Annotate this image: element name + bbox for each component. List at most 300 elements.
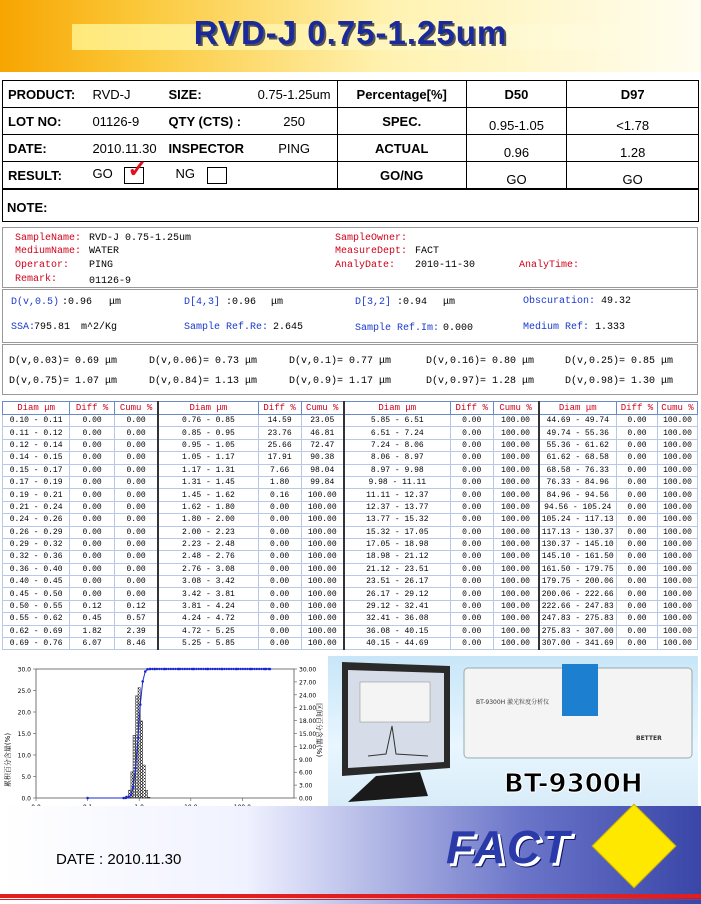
table-cell: 0.00: [450, 415, 493, 427]
table-cell: 21.12 - 23.51: [344, 563, 450, 575]
table-cell: 100.00: [658, 563, 698, 575]
size-label: SIZE:: [163, 81, 251, 108]
cumulative-point: [132, 786, 135, 789]
inspector-value: PING: [251, 135, 337, 162]
cumulative-point: [232, 668, 234, 670]
chart-bar: [148, 797, 150, 798]
y-right-tick-label: 6.00: [299, 769, 313, 777]
table-row: [3, 551, 698, 563]
table-cell: 0.00: [258, 600, 301, 612]
actual-label: ACTUAL: [337, 135, 466, 162]
table-cell: 0.00: [258, 563, 301, 575]
table-cell: 100.00: [658, 439, 698, 451]
dv05-label: D(v,0.5): [11, 297, 60, 308]
table-row: [3, 439, 698, 451]
table-row: [3, 514, 698, 526]
remark-value: 01126-9: [89, 276, 132, 287]
table-cell: 0.00: [450, 452, 493, 464]
table-cell: 100.00: [658, 600, 698, 612]
brand-label: BETTER: [636, 735, 662, 742]
table-cell: 100.00: [493, 625, 538, 637]
table-cell: 0.00: [450, 464, 493, 476]
cumulative-point: [253, 668, 255, 670]
table-cell: 0.00: [450, 576, 493, 588]
qty-value: 250: [251, 108, 337, 135]
go-checkbox[interactable]: [124, 155, 148, 184]
table-cell: 0.00: [616, 415, 657, 427]
table-cell: 0.40 - 0.45: [3, 576, 70, 588]
table-cell: 0.95 - 1.05: [158, 439, 258, 451]
table-cell: 100.00: [301, 501, 344, 513]
table-cell: 6.51 - 7.24: [344, 427, 450, 439]
y-tick-label: 30.0: [17, 666, 31, 674]
cumulative-point: [258, 668, 260, 670]
d43-label: D[4,3]: [184, 297, 221, 308]
table-cell: 0.11 - 0.12: [3, 427, 70, 439]
spec-label: SPEC.: [337, 108, 466, 135]
table-cell: 11.11 - 12.37: [344, 489, 450, 501]
table-cell: 0.50 - 0.55: [3, 600, 70, 612]
table-cell: 0.29 - 0.32: [3, 538, 70, 550]
table-cell: 0.12: [70, 600, 115, 612]
table-cell: 0.16: [258, 489, 301, 501]
table-cell: 90.38: [301, 452, 344, 464]
table-cell: 100.00: [658, 576, 698, 588]
table-cell: 0.00: [450, 526, 493, 538]
table-cell: 100.00: [658, 638, 698, 650]
y-right-tick-label: 15.00: [299, 731, 317, 738]
note-field: [2, 189, 699, 222]
ref-re-label: Sample Ref.Re:: [184, 322, 269, 333]
header-row-date: [3, 135, 699, 162]
column-header: Diff %: [70, 402, 115, 415]
table-cell: 23.51 - 26.17: [344, 576, 450, 588]
table-cell: 4.72 - 5.25: [158, 625, 258, 637]
table-cell: 0.76 - 0.85: [158, 415, 258, 427]
table-cell: 0.00: [70, 576, 115, 588]
table-cell: 61.62 - 68.58: [539, 452, 617, 464]
table-cell: 0.00: [114, 514, 158, 526]
table-cell: 0.00: [450, 514, 493, 526]
table-cell: 0.00: [616, 538, 657, 550]
table-row: [3, 501, 698, 513]
table-cell: 100.00: [658, 476, 698, 488]
table-cell: 100.00: [493, 427, 538, 439]
table-cell: 100.00: [493, 476, 538, 488]
table-cell: 100.00: [493, 613, 538, 625]
model-label: BT-9300H: [504, 769, 643, 799]
table-cell: 0.00: [616, 501, 657, 513]
table-cell: 8.97 - 9.98: [344, 464, 450, 476]
instrument-photo: [328, 656, 698, 806]
product-value: RVD-J: [87, 81, 163, 108]
percentile-dv01: D(v,0.1)= 0.77 μm: [289, 356, 392, 367]
d43-unit: μm: [271, 297, 284, 308]
y-right-tick-label: 9.00: [299, 756, 313, 764]
d32-label: D[3,2]: [355, 297, 392, 308]
cumulative-point: [130, 794, 133, 797]
table-cell: 1.80: [258, 476, 301, 488]
cumulative-point: [193, 668, 195, 670]
table-cell: 84.96 - 94.56: [539, 489, 617, 501]
cumulative-point: [205, 668, 207, 670]
table-cell: 100.00: [658, 514, 698, 526]
percentile-dv025: D(v,0.25)= 0.85 μm: [565, 356, 674, 367]
column-header: Diff %: [258, 402, 301, 415]
inspector-label: INSPECTOR: [163, 135, 251, 162]
table-cell: 7.66: [258, 464, 301, 476]
table-cell: 46.81: [301, 427, 344, 439]
cumulative-point: [202, 668, 204, 670]
column-header: Diam μm: [158, 402, 258, 415]
analyzer-label: BT-9300H 激光粒度分析仪: [476, 699, 550, 706]
cumulative-point: [141, 680, 144, 683]
fact-logo: FACT: [446, 821, 571, 873]
table-cell: 0.00: [70, 563, 115, 575]
table-cell: 0.00: [450, 638, 493, 650]
table-cell: 3.08 - 3.42: [158, 576, 258, 588]
percentile-dv09: D(v,0.9)= 1.17 μm: [289, 376, 392, 387]
table-cell: 0.00: [450, 563, 493, 575]
table-cell: 0.85 - 0.95: [158, 427, 258, 439]
table-cell: 0.12 - 0.14: [3, 439, 70, 451]
lot-label: LOT NO:: [3, 108, 88, 135]
table-cell: 0.00: [450, 551, 493, 563]
cumulative-point: [244, 668, 246, 670]
table-cell: 275.83 - 307.00: [539, 625, 617, 637]
sample-name-value: RVD-J 0.75-1.25um: [89, 233, 192, 244]
table-cell: 0.00: [114, 427, 158, 439]
ng-checkbox[interactable]: [207, 167, 227, 184]
table-header-row: [3, 402, 698, 415]
table-cell: 200.06 - 222.66: [539, 588, 617, 600]
table-cell: 0.21 - 0.24: [3, 501, 70, 513]
table-cell: 8.46: [114, 638, 158, 650]
cumulative-point: [177, 668, 179, 670]
table-cell: 100.00: [493, 489, 538, 501]
table-cell: 100.00: [493, 576, 538, 588]
table-cell: 44.69 - 49.74: [539, 415, 617, 427]
table-cell: 161.50 - 179.75: [539, 563, 617, 575]
table-cell: 0.10 - 0.11: [3, 415, 70, 427]
table-cell: 12.37 - 13.77: [344, 501, 450, 513]
measure-dept-value: FACT: [415, 246, 440, 257]
cumulative-point: [263, 668, 265, 670]
cumulative-point: [146, 668, 149, 671]
cumulative-point: [191, 668, 193, 670]
table-cell: 0.00: [258, 501, 301, 513]
table-cell: 0.00: [114, 476, 158, 488]
sample-info-panel: [2, 227, 698, 288]
table-cell: 0.00: [70, 588, 115, 600]
table-cell: 100.00: [658, 501, 698, 513]
table-cell: 55.36 - 61.62: [539, 439, 617, 451]
inspection-header-table: [2, 80, 699, 189]
table-cell: 100.00: [301, 576, 344, 588]
d97-go-ng: GO: [567, 162, 699, 189]
y-right-tick-label: 0.00: [299, 795, 313, 803]
table-cell: 0.00: [70, 427, 115, 439]
table-row: [3, 476, 698, 488]
table-row: [3, 625, 698, 637]
table-row: [3, 427, 698, 439]
table-cell: 0.00: [616, 600, 657, 612]
distribution-chart: [2, 660, 324, 825]
chart-bar: [133, 735, 136, 798]
y-tick-label: 0.0: [21, 795, 31, 803]
chart-background: [2, 660, 324, 825]
go-ng-label: GO/NG: [337, 162, 466, 189]
percentile-dv003: D(v,0.03)= 0.69 μm: [9, 356, 118, 367]
dv05-unit: μm: [109, 297, 122, 308]
table-cell: 23.76: [258, 427, 301, 439]
operator-value: PING: [89, 260, 114, 271]
table-cell: 25.66: [258, 439, 301, 451]
table-cell: 98.04: [301, 464, 344, 476]
cumulative-point: [200, 668, 202, 670]
table-cell: 5.85 - 6.51: [344, 415, 450, 427]
lot-value: 01126-9: [87, 108, 163, 135]
analy-time-label: AnalyTime:: [519, 260, 580, 271]
cumulative-point: [167, 668, 169, 670]
table-cell: 0.00: [616, 576, 657, 588]
column-header: Cumu %: [658, 402, 698, 415]
table-cell: 0.00: [616, 638, 657, 650]
chart-bar: [145, 790, 147, 798]
table-cell: 0.00: [258, 551, 301, 563]
footer-date: DATE : 2010.11.30: [56, 851, 182, 868]
table-cell: 0.00: [616, 625, 657, 637]
percentile-dv084: D(v,0.84)= 1.13 μm: [149, 376, 258, 387]
column-header: Diam μm: [344, 402, 450, 415]
obscuration-value: 49.32: [601, 296, 632, 307]
table-cell: 100.00: [658, 427, 698, 439]
table-cell: 222.66 - 247.83: [539, 600, 617, 612]
table-cell: 100.00: [301, 551, 344, 563]
d32-unit: μm: [443, 297, 456, 308]
cumulative-point: [134, 767, 137, 770]
table-row: [3, 464, 698, 476]
analyzer-blue-panel: [562, 664, 598, 716]
instrument-illustration: [328, 656, 698, 806]
cumulative-point: [125, 797, 128, 800]
qty-label: QTY (CTS) :: [163, 108, 251, 135]
table-cell: 100.00: [493, 538, 538, 550]
table-cell: 0.00: [114, 452, 158, 464]
table-row: [3, 600, 698, 612]
table-cell: 3.81 - 4.24: [158, 600, 258, 612]
table-cell: 0.00: [114, 526, 158, 538]
table-cell: 0.00: [70, 551, 115, 563]
cumulative-point: [249, 668, 251, 670]
cumulative-point: [267, 668, 269, 670]
d50-actual: 0.96: [466, 135, 567, 162]
table-cell: 7.24 - 8.06: [344, 439, 450, 451]
table-cell: 0.00: [70, 489, 115, 501]
table-cell: 0.00: [114, 588, 158, 600]
column-header: Diam μm: [539, 402, 617, 415]
table-cell: 0.36 - 0.40: [3, 563, 70, 575]
table-cell: 130.37 - 145.10: [539, 538, 617, 550]
table-cell: 100.00: [658, 526, 698, 538]
table-cell: 0.24 - 0.26: [3, 514, 70, 526]
date-value: 2010.11.30: [87, 135, 163, 162]
table-cell: 0.00: [258, 613, 301, 625]
table-cell: 0.00: [114, 551, 158, 563]
table-cell: 6.07: [70, 638, 115, 650]
table-cell: 100.00: [658, 625, 698, 637]
cumulative-point: [265, 668, 267, 670]
table-cell: 307.00 - 341.69: [539, 638, 617, 650]
cumulative-point: [172, 668, 174, 670]
y-tick-label: 15.0: [17, 731, 31, 738]
header-row-result: [3, 162, 699, 189]
cumulative-point: [144, 670, 147, 673]
percentile-dv097: D(v,0.97)= 1.28 μm: [426, 376, 535, 387]
table-cell: 0.00: [114, 415, 158, 427]
table-cell: 0.00: [616, 489, 657, 501]
table-cell: 100.00: [301, 588, 344, 600]
table-cell: 0.00: [114, 501, 158, 513]
table-cell: 0.00: [450, 613, 493, 625]
cumulative-point: [139, 703, 142, 706]
analy-date-value: 2010-11-30: [415, 260, 476, 271]
ssa-unit: m^2/Kg: [81, 322, 118, 333]
cumulative-point: [188, 668, 190, 670]
table-cell: 100.00: [493, 588, 538, 600]
result-label: RESULT:: [3, 162, 88, 189]
percentile-dv016: D(v,0.16)= 0.80 μm: [426, 356, 535, 367]
table-cell: 100.00: [493, 600, 538, 612]
ref-im-value: 0.000: [443, 323, 474, 334]
result-ng-cell: [163, 162, 251, 189]
table-row: [3, 452, 698, 464]
y-right-tick-label: 27.00: [299, 679, 317, 687]
size-value: 0.75-1.25um: [251, 81, 337, 108]
table-cell: 100.00: [301, 625, 344, 637]
table-cell: 40.15 - 44.69: [344, 638, 450, 650]
table-row: [3, 588, 698, 600]
table-cell: 49.74 - 55.36: [539, 427, 617, 439]
table-cell: 100.00: [301, 538, 344, 550]
ref-im-label: Sample Ref.Im:: [355, 323, 440, 334]
table-cell: 100.00: [493, 452, 538, 464]
table-cell: 0.00: [258, 514, 301, 526]
table-cell: 13.77 - 15.32: [344, 514, 450, 526]
cumulative-point: [184, 668, 186, 670]
table-cell: 0.00: [616, 526, 657, 538]
table-row: [3, 638, 698, 650]
d32-value: :0.94: [397, 297, 428, 308]
d97-header: D97: [567, 81, 699, 108]
d97-spec: <1.78: [567, 108, 699, 135]
table-cell: 100.00: [493, 563, 538, 575]
table-cell: 100.00: [301, 514, 344, 526]
table-cell: 0.00: [616, 452, 657, 464]
table-cell: 0.00: [114, 489, 158, 501]
table-cell: 0.00: [114, 538, 158, 550]
header-row-lot: [3, 108, 699, 135]
table-cell: 100.00: [658, 489, 698, 501]
title-banner: [0, 0, 701, 72]
table-cell: 0.00: [450, 538, 493, 550]
cumulative-point: [207, 668, 209, 670]
table-row: [3, 526, 698, 538]
cumulative-point: [151, 668, 153, 670]
particle-distribution-table: [2, 401, 698, 650]
table-cell: 100.00: [301, 613, 344, 625]
table-cell: 100.00: [301, 489, 344, 501]
dv05-value: :0.96: [62, 297, 93, 308]
cumulative-point: [137, 736, 140, 739]
screen-table: [360, 682, 430, 722]
cumulative-point: [160, 668, 162, 670]
d50-go-ng: GO: [466, 162, 567, 189]
footer-red-line-thin: [0, 899, 701, 900]
y-right-tick-label: 24.00: [299, 692, 317, 700]
table-cell: 23.05: [301, 415, 344, 427]
result-empty-cell: [251, 162, 337, 189]
table-row: [3, 576, 698, 588]
cumulative-point: [239, 668, 241, 670]
column-header: Cumu %: [114, 402, 158, 415]
table-cell: 0.00: [114, 464, 158, 476]
cumulative-point: [225, 668, 227, 670]
table-cell: 0.00: [70, 526, 115, 538]
column-header: Diff %: [616, 402, 657, 415]
measure-dept-label: MeasureDept:: [335, 246, 408, 257]
cumulative-point: [156, 668, 158, 670]
table-cell: 0.19 - 0.21: [3, 489, 70, 501]
sample-name-label: SampleName:: [15, 233, 82, 244]
table-cell: 100.00: [493, 526, 538, 538]
footer: [0, 806, 701, 904]
table-cell: 0.00: [616, 588, 657, 600]
table-row: [3, 489, 698, 501]
table-cell: 0.00: [114, 439, 158, 451]
cumulative-point: [158, 668, 160, 670]
table-cell: 1.62 - 1.80: [158, 501, 258, 513]
cumulative-point: [251, 668, 253, 670]
d97-actual: 1.28: [567, 135, 699, 162]
table-row: [3, 415, 698, 427]
percentile-dv006: D(v,0.06)= 0.73 μm: [149, 356, 258, 367]
table-cell: 0.45: [70, 613, 115, 625]
table-row: [3, 613, 698, 625]
table-cell: 17.91: [258, 452, 301, 464]
medium-name-label: MediumName:: [15, 246, 82, 257]
table-cell: 0.00: [450, 588, 493, 600]
table-cell: 0.00: [70, 476, 115, 488]
table-cell: 100.00: [493, 501, 538, 513]
cumulative-point: [221, 668, 223, 670]
table-cell: 0.00: [258, 638, 301, 650]
y-tick-label: 20.0: [17, 709, 31, 717]
ssa-value: 795.81: [34, 322, 71, 333]
cumulative-point: [230, 668, 232, 670]
table-cell: 0.00: [616, 439, 657, 451]
table-cell: 100.00: [493, 415, 538, 427]
table-cell: 0.00: [616, 551, 657, 563]
table-cell: 117.13 - 130.37: [539, 526, 617, 538]
table-cell: 0.45 - 0.50: [3, 588, 70, 600]
table-cell: 1.31 - 1.45: [158, 476, 258, 488]
y-tick-label: 25.0: [17, 688, 31, 695]
table-cell: 0.00: [450, 476, 493, 488]
chart-right-axis-label: 区间百分含量(%): [315, 702, 323, 758]
cumulative-point: [179, 668, 181, 670]
ng-option-label: NG: [175, 166, 195, 182]
